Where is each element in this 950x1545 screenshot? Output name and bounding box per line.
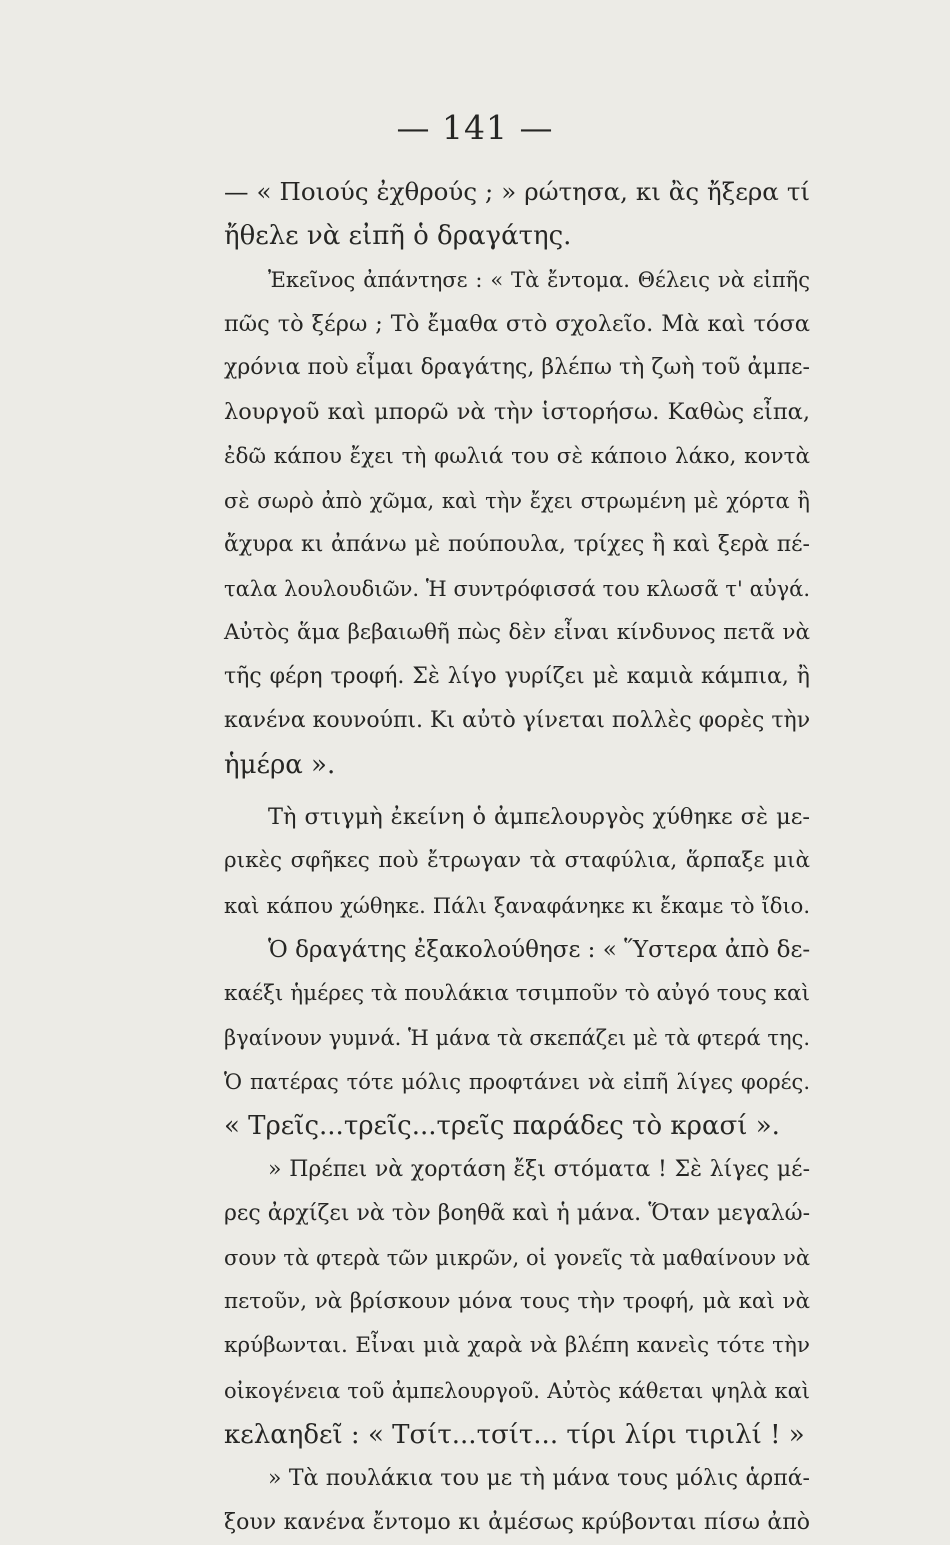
text-line: Αὐτὸς ἅμα βεβαιωθῆ πὼς δὲν εἶναι κίνδυνος πετᾶ νὰ	[224, 619, 810, 645]
text-line: Ὁ δραγάτης ἐξακολούθησε : « Ὕστερα ἀπὸ δε-	[268, 936, 811, 963]
text-line: καέξι ἡμέρες τὰ πουλάκια τσιμποῦν τὸ αὐγό τους καὶ	[224, 980, 810, 1006]
text-line: κανένα κουνούπι. Κι αὐτὸ γίνεται πολλὲς φορὲς τὴν	[224, 708, 811, 734]
text-line: ξουν κανένα ἔντομο κι ἀμέσως κρύβονται πίσω ἀπὸ	[224, 1509, 810, 1535]
text-line: σὲ σωρὸ ἀπὸ χῶμα, καὶ τὴν ἔχει στρωμένη μὲ χόρτα ἢ	[224, 488, 810, 513]
text-line: « Τρεῖς...τρεῖς...τρεῖς παράδες τὸ κρασί ».	[224, 1110, 780, 1141]
text-line: ἡμέρα ».	[224, 750, 336, 781]
text-line: ἤθελε νὰ εἰπῆ ὁ δραγάτης.	[224, 221, 572, 252]
text-line: ταλα λουλουδιῶν. Ἡ συντρόφισσά του κλωσᾶ τ' αὐγά.	[224, 576, 810, 601]
text-line: κρύβωνται. Εἶναι μιὰ χαρὰ νὰ βλέπη κανεὶς τότε τὴν	[224, 1333, 810, 1359]
text-line: ἐδῶ κάπου ἔχει τὴ φωλιά του σὲ κάποιο λάκο, κοντὰ	[224, 443, 810, 469]
text-line: πῶς τὸ ξέρω ; Τὸ ἔμαθα στὸ σχολεῖο. Μὰ καὶ τόσα	[224, 311, 810, 338]
text-line: σουν τὰ φτερὰ τῶν μικρῶν, οἱ γονεῖς τὰ μαθαίνουν νὰ	[224, 1246, 810, 1271]
text-line: Ὁ πατέρας τότε μόλις προφτάνει νὰ εἰπῆ λίγες φορές.	[224, 1069, 810, 1094]
text-line: πετοῦν, νὰ βρίσκουν μόνα τους τὴν τροφή, μὰ καὶ νὰ	[224, 1289, 810, 1315]
text-line: — « Ποιούς ἐχθρούς ; » ρώτησα, κι ἂς ἤξερα τί	[224, 177, 810, 206]
text-line: κελαηδεῖ : « Τσίτ...τσίτ... τίρι λίρι τιριλί ! »	[224, 1419, 805, 1450]
text-line: ρικὲς σφῆκες ποὺ ἔτρωγαν τὰ σταφύλια, ἅρπαξε μιὰ	[224, 848, 810, 874]
text-line: χρόνια ποὺ εἶμαι δραγάτης, βλέπω τὴ ζωὴ τοῦ ἀμπε-	[224, 355, 810, 381]
text-line: τῆς φέρη τροφή. Σὲ λίγο γυρίζει μὲ καμιὰ κάμπια, ἢ	[224, 664, 810, 690]
text-line: Ἐκεῖνος ἀπάντησε : « Τὰ ἔντομα. Θέλεις νὰ εἰπῆς	[268, 268, 810, 293]
text-line: Τὴ στιγμὴ ἐκείνη ὁ ἀμπελουργὸς χύθηκε σὲ με-	[268, 804, 810, 831]
text-line: βγαίνουν γυμνά. Ἡ μάνα τὰ σκεπάζει μὲ τὰ φτερά της.	[224, 1025, 811, 1050]
text-line: λουργοῦ καὶ μπορῶ νὰ τὴν ἱστορήσω. Καθὼς εἶπα,	[224, 399, 810, 426]
text-line: καὶ κάπου χώθηκε. Πάλι ξαναφάνηκε κι ἔκαμε τὸ ἴδιο.	[224, 893, 810, 918]
text-line: ρες ἀρχίζει νὰ τὸν βοηθᾶ καὶ ἡ μάνα. Ὅταν μεγαλώ-	[224, 1201, 810, 1227]
text-line: » Πρέπει νὰ χορτάση ἔξι στόματα ! Σὲ λίγες μέ-	[268, 1157, 810, 1183]
page-number: — 141 —	[396, 108, 554, 147]
body-text	[224, 170, 810, 1545]
text-line: » Τὰ πουλάκια του με τὴ μάνα τους μόλις ἁρπά-	[268, 1465, 810, 1491]
text-line: οἰκογένεια τοῦ ἀμπελουργοῦ. Αὐτὸς κάθεται ψηλὰ καὶ	[224, 1378, 810, 1403]
text-line: ἄχυρα κι ἀπάνω μὲ πούπουλα, τρίχες ἢ καὶ ξερὰ πέ-	[224, 531, 810, 557]
